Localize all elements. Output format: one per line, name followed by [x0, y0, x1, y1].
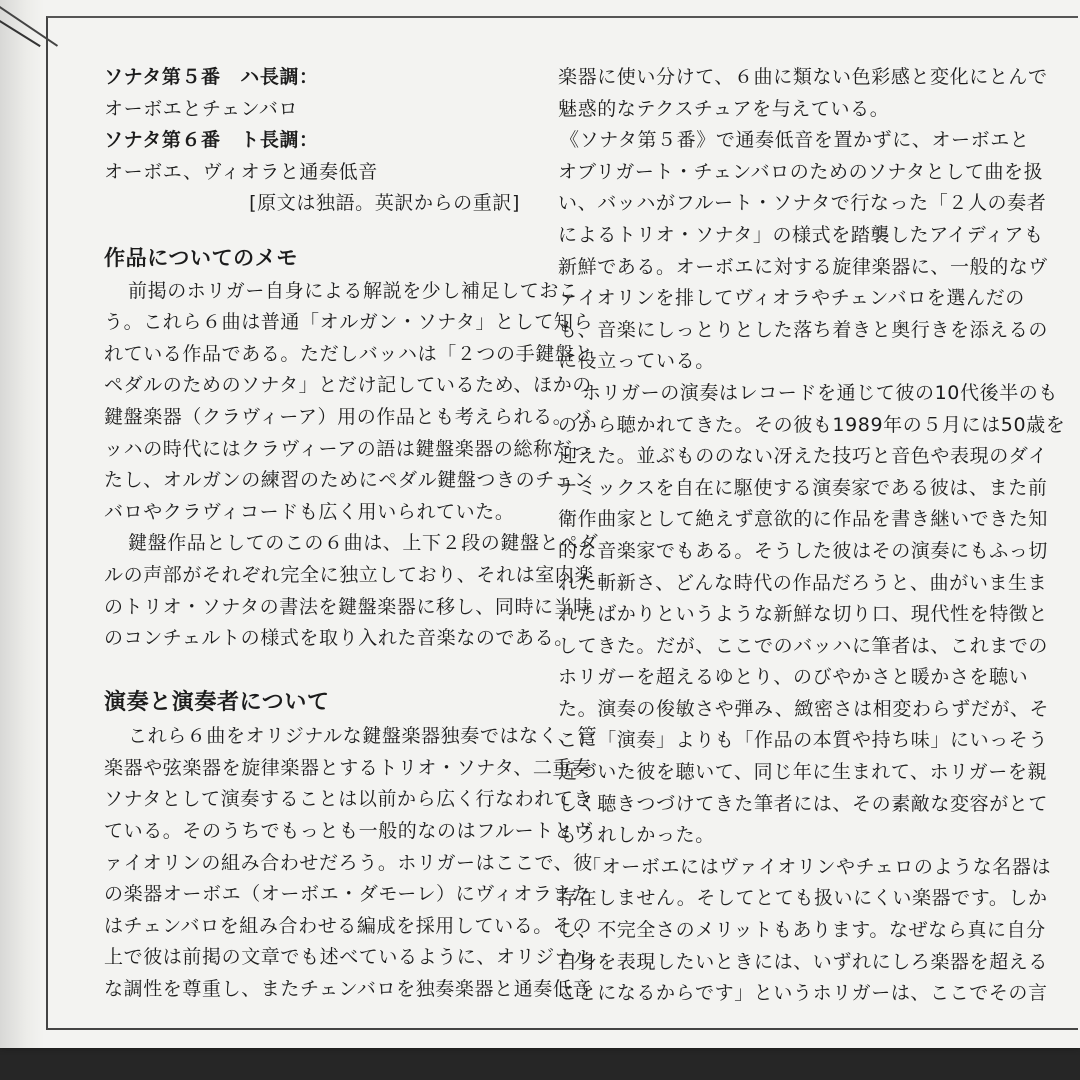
heading-memo: 作品についてのメモ — [104, 245, 298, 270]
right-paragraph-2 — [558, 125, 1049, 378]
text-line: 魅惑的なテクスチュアを与えている。 — [558, 97, 890, 120]
text-line: オブリガート・チェンバロのためのソナタとして曲を扱 — [558, 160, 1044, 183]
text-line: 新鮮である。オーボエに対する旋律楽器に、一般的なヴ — [558, 255, 1049, 278]
text-line: ァイオリンを排してヴィオラやチェンバロを選んだの — [558, 287, 1025, 310]
sonata5-instrumentation: オーボエとチェンバロ — [104, 97, 299, 120]
text-line: たし、オルガンの練習のためにペダル鍵盤つきのチェン — [104, 469, 594, 492]
text-line: に役立っている。 — [558, 350, 715, 373]
text-line: によるトリオ・ソナタ」の様式を踏襲したアイディアも — [558, 223, 1044, 246]
text-line: う。これら６曲は普通「オルガン・ソナタ」として知ら — [104, 311, 594, 334]
text-line: れている作品である。ただしバッハは「２つの手鍵盤と — [104, 342, 595, 365]
text-line: 「オーボエにはヴァイオリンやチェロのような名器は — [582, 855, 1052, 878]
sonata6-title: ソナタ第６番 ト長調： — [104, 129, 319, 152]
left-column — [104, 62, 599, 1006]
text-line: こに「演奏」よりも「作品の本質や持ち味」にいっそう — [558, 729, 1049, 752]
text-line: ッハの時代にはクラヴィーアの語は鍵盤楽器の総称だっ — [104, 437, 592, 460]
text-line: 近づいた彼を聴いて、同じ年に生まれて、ホリガーを親 — [558, 761, 1048, 784]
text-line: い、バッハがフルート・ソナタで行なった「２人の奏者 — [558, 192, 1047, 215]
text-line: のから聴かれてきた。その彼も1989年の５月には50歳を — [558, 413, 1066, 436]
text-line: 的な音楽家でもある。そうした彼はその演奏にもふっ切 — [558, 539, 1049, 562]
text-line: も、音楽にしっとりとした落ち着きと奥行きを添えるの — [558, 318, 1049, 341]
text-line: のコンチェルトの様式を取り入れた音楽なのである。 — [104, 627, 574, 650]
text-line: し、不完全さのメリットもあります。なぜなら真に自分 — [558, 919, 1046, 942]
text-line: ホリガーの演奏はレコードを通じて彼の10代後半のも — [582, 381, 1058, 404]
right-paragraph-3 — [558, 378, 1066, 852]
text-line: た。演奏の俊敏さや弾み、緻密さは相変わらずだが、そ — [558, 697, 1050, 720]
text-line: しく聴きつづけてきた筆者には、その素敵な変容がとて — [558, 792, 1049, 815]
sonata5-title: ソナタ第５番 ハ長調： — [104, 66, 319, 88]
text-line: ている。そのうちでもっとも一般的なのはフルートとヴ — [104, 820, 594, 843]
text-line: ルの声部がそれぞれ完全に独立しており、それは室内楽 — [104, 563, 595, 586]
text-line: 鍵盤楽器（クラヴィーア）用の作品とも考えられる。バ — [104, 405, 592, 428]
text-line: 楽器に使い分けて、６曲に類ない色彩感と変化にとんで — [558, 66, 1048, 88]
text-line: 前掲のホリガー自身による解説を少し補足しておこ — [128, 279, 579, 302]
text-line: れた斬新さ、どんな時代の作品だろうと、曲がいま生ま — [558, 571, 1048, 594]
text-line: ペダルのためのソナタ」とだけ記しているため、ほかの — [104, 374, 592, 397]
right-paragraph-4 — [558, 852, 1052, 1010]
right-paragraph-1 — [558, 62, 1048, 125]
text-line: ホリガーを超えるゆとり、のびやかさと暖かさを聴い — [558, 666, 1029, 689]
text-line: はチェンバロを組み合わせる編成を採用している。その — [104, 914, 593, 937]
text-line: ナミックスを自在に駆使する演奏家である彼は、また前 — [558, 476, 1048, 499]
text-line: してきた。だが、ここでのバッハに筆者は、これまでの — [558, 634, 1049, 657]
text-line: 自身を表現したいときには、いずれにしろ楽器を超える — [558, 950, 1049, 973]
memo-paragraph-1 — [104, 276, 595, 529]
text-line: の楽器オーボエ（オーボエ・ダモーレ）にヴィオラまた — [104, 883, 592, 906]
text-line: ソナタとして演奏することは以前から広く行なわれてき — [104, 788, 594, 811]
text-line: 《ソナタ第５番》で通奏低音を置かずに、オーボエと — [560, 129, 1030, 152]
text-line: な調性を尊重し、またチェンバロを独奏楽器と通奏低音 — [104, 978, 593, 1001]
text-line: ァイオリンの組み合わせだろう。ホリガーはここで、彼 — [104, 851, 593, 874]
text-line: もうれしかった。 — [558, 824, 715, 847]
text-line: 楽器や弦楽器を旋律楽器とするトリオ・ソナタ、二重奏 — [104, 756, 592, 779]
text-line: 衛作曲家として絶えず意欲的に作品を書き継いできた知 — [558, 508, 1049, 531]
text-line: バロやクラヴィコードも広く用いられていた。 — [104, 500, 515, 523]
text-line: これら６曲をオリジナルな鍵盤楽器独奏ではなく、管 — [128, 725, 598, 748]
text-line: のトリオ・ソナタの書法を鍵盤楽器に移し、同時に当時 — [104, 595, 593, 618]
page-fold-edge — [0, 0, 44, 1048]
right-column — [558, 62, 1066, 1010]
performance-paragraph-1 — [104, 721, 598, 1005]
text-line: 鍵盤作品としてのこの６曲は、上下２段の鍵盤とペダ — [128, 532, 599, 555]
translation-note: [原文は独語。英訳からの重訳] — [249, 192, 520, 215]
text-line: れたばかりというような新鮮な切り口、現代性を特徴と — [558, 603, 1049, 626]
heading-performance: 演奏と演奏者について — [104, 689, 330, 715]
text-line: 上で彼は前掲の文章でも述べているように、オリジナル — [104, 946, 594, 969]
memo-paragraph-2 — [104, 528, 599, 654]
text-line: 迎えた。並ぶもののない冴えた技巧と音色や表現のダイ — [558, 445, 1048, 468]
text-line: ことになるからです」というホリガーは、ここでその言 — [558, 982, 1048, 1005]
text-line: 存在しません。そしてとても扱いにくい楽器です。しか — [558, 887, 1048, 910]
sonata6-instrumentation: オーボエ、ヴィオラと通奏低音 — [104, 160, 378, 183]
